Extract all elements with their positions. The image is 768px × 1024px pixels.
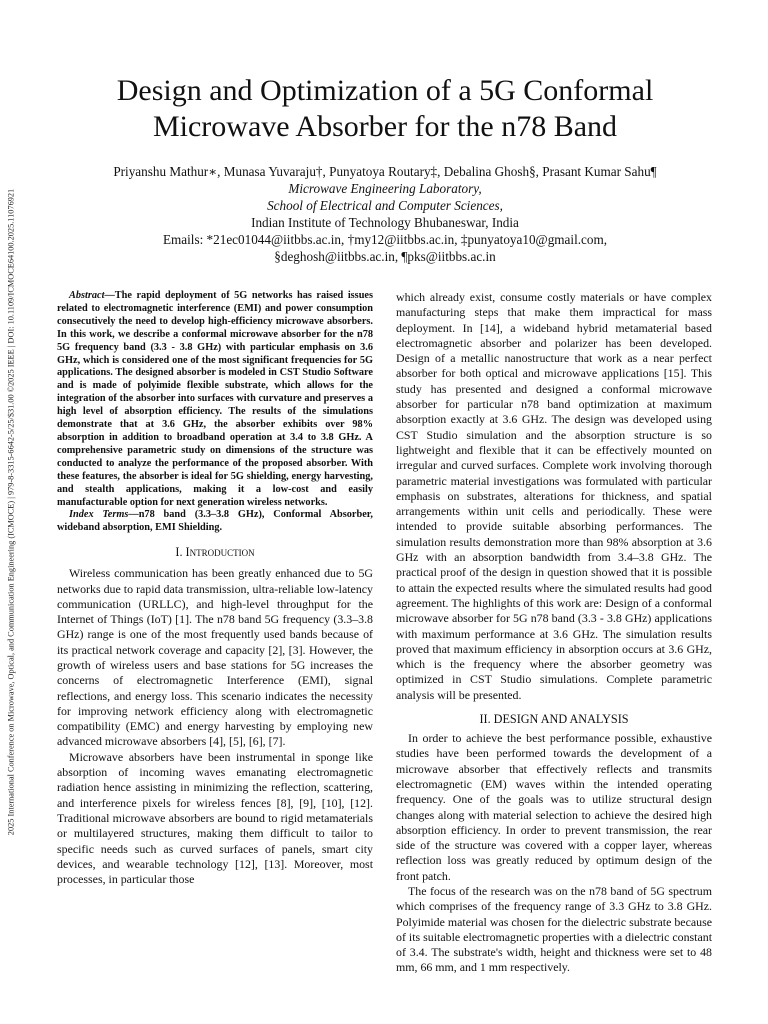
- section-heading-introduction: I. Introduction: [175, 545, 255, 560]
- author-emails-line-1: Emails: *21ec01044@iitbbs.ac.in, †my12@iitbbs.ac.in, ‡punyatoya10@gmail.com,: [162, 232, 608, 247]
- author-emails-line-2: §deghosh@iitbbs.ac.in, ¶pks@iitbbs.ac.in: [274, 249, 496, 264]
- abstract: [57, 290, 373, 509]
- title-line-2: Microwave Absorber for the n78 Band: [152, 110, 618, 143]
- conference-doi-sidebar: [0, 0, 22, 1024]
- left-column: [57, 290, 373, 887]
- title-line-1: Design and Optimization of a 5G Conformal: [116, 74, 654, 107]
- index-terms: [57, 509, 373, 535]
- side-note: 2025 International Conference on Microwave, Optical, and Communication Engineering (ICMOCE) | 979-8-3315-6642-5/25/$31.00 ©2025 IEEE | DOI: 10.1109/ICMOCE64100.2025.11076921: [6, 188, 16, 836]
- right-column: [396, 290, 712, 976]
- index-terms-label: Index Terms: [69, 509, 129, 521]
- abstract-text: —The rapid deployment of 5G networks has raised issues related to electromagnetic interference (EMI) and power consumption consecutively the need to develop high-efficiency microwave absorbers. In this work, we describe a conformal microwave absorber for the n78 5G frequency band (3.3 - 3.8 GHz) with particular emphasis on 3.6 GHz, which is considered one of the most significant frequencies for 5G applications. The designed absorber is modeled in CST Studio Software and is made of polyimide flexible substrate, which allows for the integration of the absorber into surfaces with curvature and preserves a high level of absorption efficiency. The results of the simulations demonstrate that at 3.6 GHz, the absorber exhibits over 98% absorption in addition to broadband operation at 3.4 to 3.8 GHz. A comprehensive parametric study on dimensions of the structure was conducted to analyze the performance of the proposed absorber. With these features, the absorber is ideal for 5G shielding, energy harvesting, and stealth applications, making it a low-cost and easily manufacturable option for next generation wireless networks.: [57, 290, 373, 508]
- author-school: School of Electrical and Computer Sciences,: [267, 198, 503, 213]
- intro-paragraph-1: Wireless communication has been greatly enhanced due to 5G networks due to rapid data transmission, ultra-reliable low-latency communication (URLLC), and high-level throughput for the Internet of Things (IoT) [1]. The n78 band 5G frequency (3.3–3.8 GHz) range is one of the most frequently used bands because of its practical network coverage and capacity [2], [3]. However, the growth of wireless users and base stations for 5G increases the concerns of electromagnetic Interference (EMI), signal reflections, and energy loss. This scenario indicates the necessity for improving network efficiency along with electromagnetic compatibility (EMC) and energy harvesting by employing new advanced microwave absorbers [4], [5], [6], [7].: [57, 566, 373, 749]
- author-lab: Microwave Engineering Laboratory,: [288, 181, 482, 196]
- author-names: Priyanshu Mathur∗, Munasa Yuvaraju†, Punyatoya Routary‡, Debalina Ghosh§, Prasant Kumar Sahu¶: [113, 164, 657, 179]
- intro-paragraph-2: Microwave absorbers have been instrumental in sponge like absorption of incoming waves emanating electromagnetic radiation hence assisting in minimizing the reflection, scattering, and interference pixels for wireless fences [8], [9], [10], [12]. Traditional microwave absorbers are bound to rigid metamaterials or multilayered structures, making them difficult to tailor to specific needs such as curved surfaces of panels, smart city devices, and wearable technology [12], [13]. Moreover, most processes, in particular those: [57, 749, 373, 887]
- author-block: [40, 163, 730, 265]
- intro-paragraph-3: which already exist, consume costly materials or have complex manufacturing steps that make them impractical for mass deployment. In [14], a wideband hybrid metamaterial based electromagnetic absorber and polarizer has been developed. Design of a metallic nanostructure that work as a near perfect absorber for both optical and microwave applications [15]. This study has presented and designed a conformal microwave absorber for particular n78 band optimization at maximum absorption exactly at 3.6 GHz. The design was developed using CST Studio simulation and the absorption structure is so lightweight and flexible that it can be effectively mounted on irregular and curved surfaces. Complete work involving thorough parametric material investigations was formulated with particular emphasis on substrates, alterations for thickness, and spatial arrangements within unit cells and periodically. These were intended to provide suitable absorbing performances. The simulation results demonstration more than 98% absorption at 3.6 GHz with an absorption bandwidth from 3.4–3.8 GHz. The practical proof of the design in question showed that it is possible to attain the expected results where the simulated results had good agreement. The highlights of this work are: Design of a conformal microwave absorber for 5G n78 band (3.3 - 3.8 GHz) applications with maximum performance at 3.6 GHz. The simulation results proved that maximum efficiency in absorption occurs at 3.6 GHz, which is the frequency where the absorber geometry was optimized in CST Studio simulations. Complete parametric analysis will be presented.: [396, 290, 712, 702]
- design-paragraph-2: The focus of the research was on the n78 band of 5G spectrum which comprises of the frequency range of 3.3 GHz to 3.8 GHz. Polyimide material was chosen for the dielectric substrate because of its suitable electromagnetic properties with a dielectric constant of 3.4. The substrate's width, height and thickness were set to 48 mm, 66 mm, and 1 mm respectively.: [396, 883, 712, 975]
- paper-title: [60, 73, 710, 145]
- author-institute: Indian Institute of Technology Bhubaneswar, India: [251, 215, 519, 230]
- design-paragraph-1: In order to achieve the best performance possible, exhaustive studies have been performed towards the development of a microwave absorber that effectively reflects and transmits electromagnetic (EM) waves within the intended operating frequency. One of the goals was to utilize structural design changes along with material selection to achieve the desired high absorption efficiency. In order to prevent transmission, the rear side of the structure was covered with a copper layer, whereas reflection loss was greatly reduced by optimum design of the front patch.: [396, 731, 712, 883]
- index-terms-text: —n78 band (3.3–3.8 GHz), Conformal Absorber, wideband absorption, EMI Shielding.: [57, 509, 373, 534]
- abstract-label: Abstract: [69, 290, 105, 301]
- section-heading-design: II. DESIGN AND ANALYSIS: [479, 712, 629, 727]
